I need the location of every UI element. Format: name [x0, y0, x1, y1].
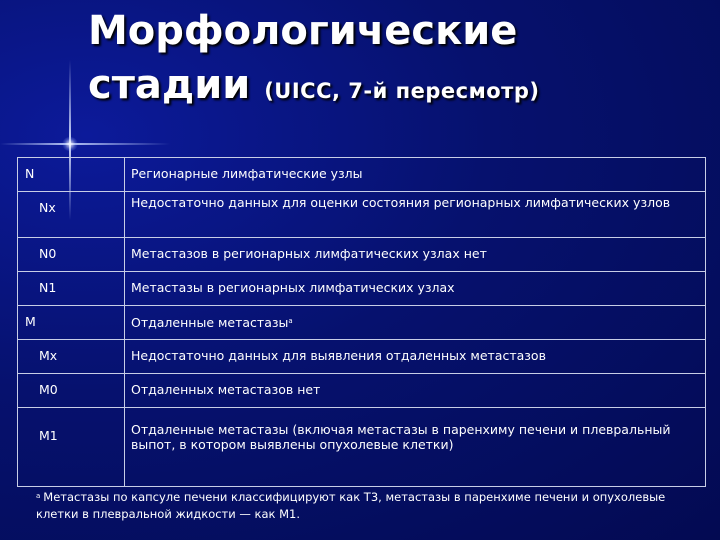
- table-row: [18, 340, 706, 374]
- staging-table: [17, 157, 706, 487]
- table-row: [18, 408, 706, 487]
- stage-description: Метастазов в регионарных лимфатических узлах нет: [125, 238, 706, 272]
- table-row: [18, 238, 706, 272]
- stage-code: M: [18, 306, 125, 340]
- title-subtitle: (UICC, 7-й пересмотр): [264, 79, 540, 103]
- stage-description: Отдаленных метастазов нет: [125, 374, 706, 408]
- title-line-1: Морфологические: [88, 8, 518, 54]
- stage-description: Недостаточно данных для выявления отдаленных метастазов: [125, 340, 706, 374]
- footnote-text: Метастазы по капсуле печени классифицируют как T3, метастазы в паренхиме печени и опухолевые клетки в плевральной жидкости — как M1.: [36, 490, 666, 521]
- decorative-flare-center: [62, 137, 78, 151]
- footnote: [36, 488, 676, 523]
- footnote-marker: a: [288, 317, 293, 325]
- table-row: [18, 272, 706, 306]
- stage-description-cell: [125, 306, 706, 340]
- table-row: [18, 158, 706, 192]
- table-row: [18, 374, 706, 408]
- stage-description: Метастазы в регионарных лимфатических узлах: [125, 272, 706, 306]
- slide-title: [88, 4, 708, 118]
- stage-code: Mx: [18, 340, 125, 374]
- stage-code: N: [18, 158, 125, 192]
- table-row: [18, 306, 706, 340]
- stage-code: Nx: [18, 192, 125, 238]
- stage-code: M0: [18, 374, 125, 408]
- stage-code: M1: [18, 408, 125, 487]
- stage-description: Регионарные лимфатические узлы: [125, 158, 706, 192]
- stage-description: Отдаленные метастазы (включая метастазы в паренхиму печени и плевральный выпот, в котором выявлены опухолевые клетки): [125, 408, 706, 487]
- stage-description: Недостаточно данных для оценки состояния регионарных лимфатических узлов: [125, 192, 706, 238]
- stage-code: N0: [18, 238, 125, 272]
- stage-code: N1: [18, 272, 125, 306]
- title-line-2: стадии: [88, 62, 251, 108]
- footnote-marker: a: [36, 492, 41, 500]
- table-row: [18, 192, 706, 238]
- stage-description: Отдаленные метастазы: [131, 315, 289, 330]
- decorative-flare-horizontal: [0, 143, 170, 145]
